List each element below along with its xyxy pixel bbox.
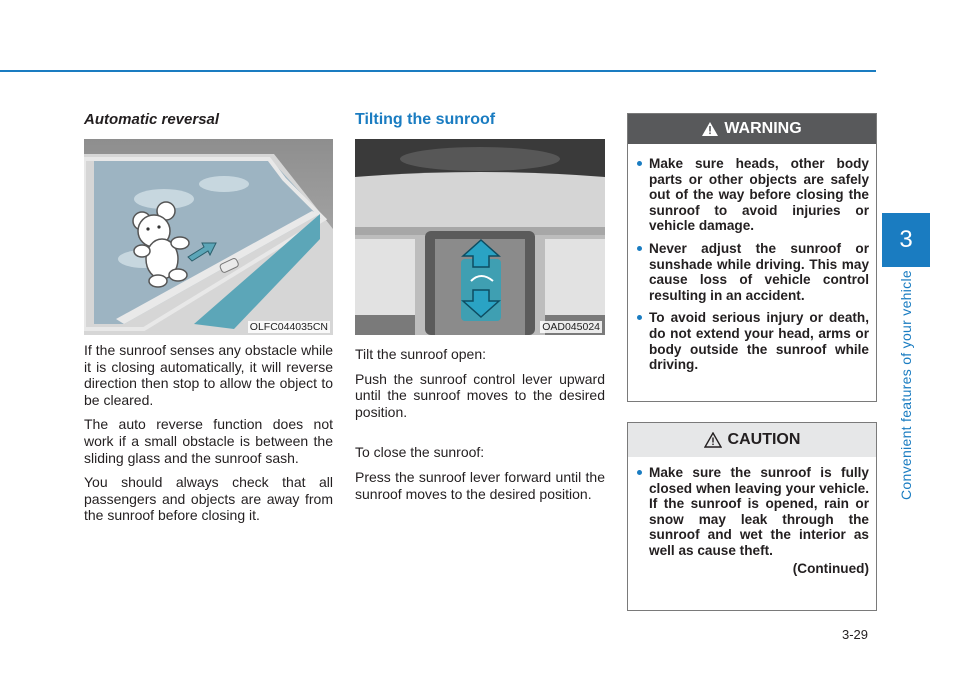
warning-icon	[702, 122, 718, 136]
warning-label: WARNING	[724, 120, 802, 137]
paragraph: Press the sunroof lever forward until the sunroof moves to the desired position.	[355, 468, 605, 502]
image-code: OAD045024	[542, 321, 600, 333]
warning-header	[628, 114, 876, 144]
caution-box	[627, 422, 877, 611]
image-code: OLFC044035CN	[249, 321, 328, 333]
warning-box	[627, 113, 877, 402]
paragraph: Tilt the sunroof open:	[355, 346, 487, 362]
warning-item: To avoid serious injury or death, do not extend your head, arms or body outside the sunroof while driving.	[628, 310, 869, 372]
caution-icon	[704, 432, 722, 448]
automatic-reversal-text	[84, 342, 333, 532]
caution-label: CAUTION	[727, 431, 801, 448]
paragraph: The auto reverse function does not work if a small obstacle is between the sliding glass and the sunroof sash.	[84, 416, 333, 466]
caution-item: Make sure the sunroof is fully closed when leaving your vehicle. If the sunroof is opened, rain or snow may leak through the sunroof and wet the interior as well as cause theft.	[628, 465, 869, 559]
paragraph: If the sunroof senses any obstacle while it is closing automatically, it will reverse direction then stop to allow the object to be cleared.	[84, 342, 333, 408]
paragraph: You should always check that all passengers and objects are away from the sunroof before closing it.	[84, 474, 333, 524]
warning-list	[628, 144, 876, 373]
section-heading-automatic-reversal: Automatic reversal	[84, 111, 220, 128]
chapter-title: Convenient features of your vehicle	[898, 270, 914, 500]
chapter-title-vertical	[893, 270, 919, 500]
section-heading-tilting-sunroof: Tilting the sunroof	[355, 111, 496, 128]
chapter-number-tab: 3	[882, 213, 930, 267]
paragraph: Push the sunroof control lever upward until the sunroof moves to the desired position.	[355, 370, 605, 420]
continued-note: (Continued)	[792, 560, 869, 576]
page-number: 3-29	[842, 627, 869, 642]
caution-list	[628, 457, 876, 559]
tilting-sunroof-text	[355, 346, 605, 510]
header-rule	[0, 70, 876, 72]
paragraph: To close the sunroof:	[355, 444, 485, 461]
caution-header	[628, 423, 876, 457]
sunroof-obstacle-illustration	[84, 139, 333, 335]
warning-item: Make sure heads, other body parts or other objects are safely out of the way before closing the sunroof to avoid injuries or vehicle damage.	[628, 156, 869, 234]
warning-item: Never adjust the sunroof or sunshade while driving. This may cause loss of vehicle control resulting in an accident.	[628, 241, 869, 303]
sunroof-lever-photo	[355, 139, 605, 335]
